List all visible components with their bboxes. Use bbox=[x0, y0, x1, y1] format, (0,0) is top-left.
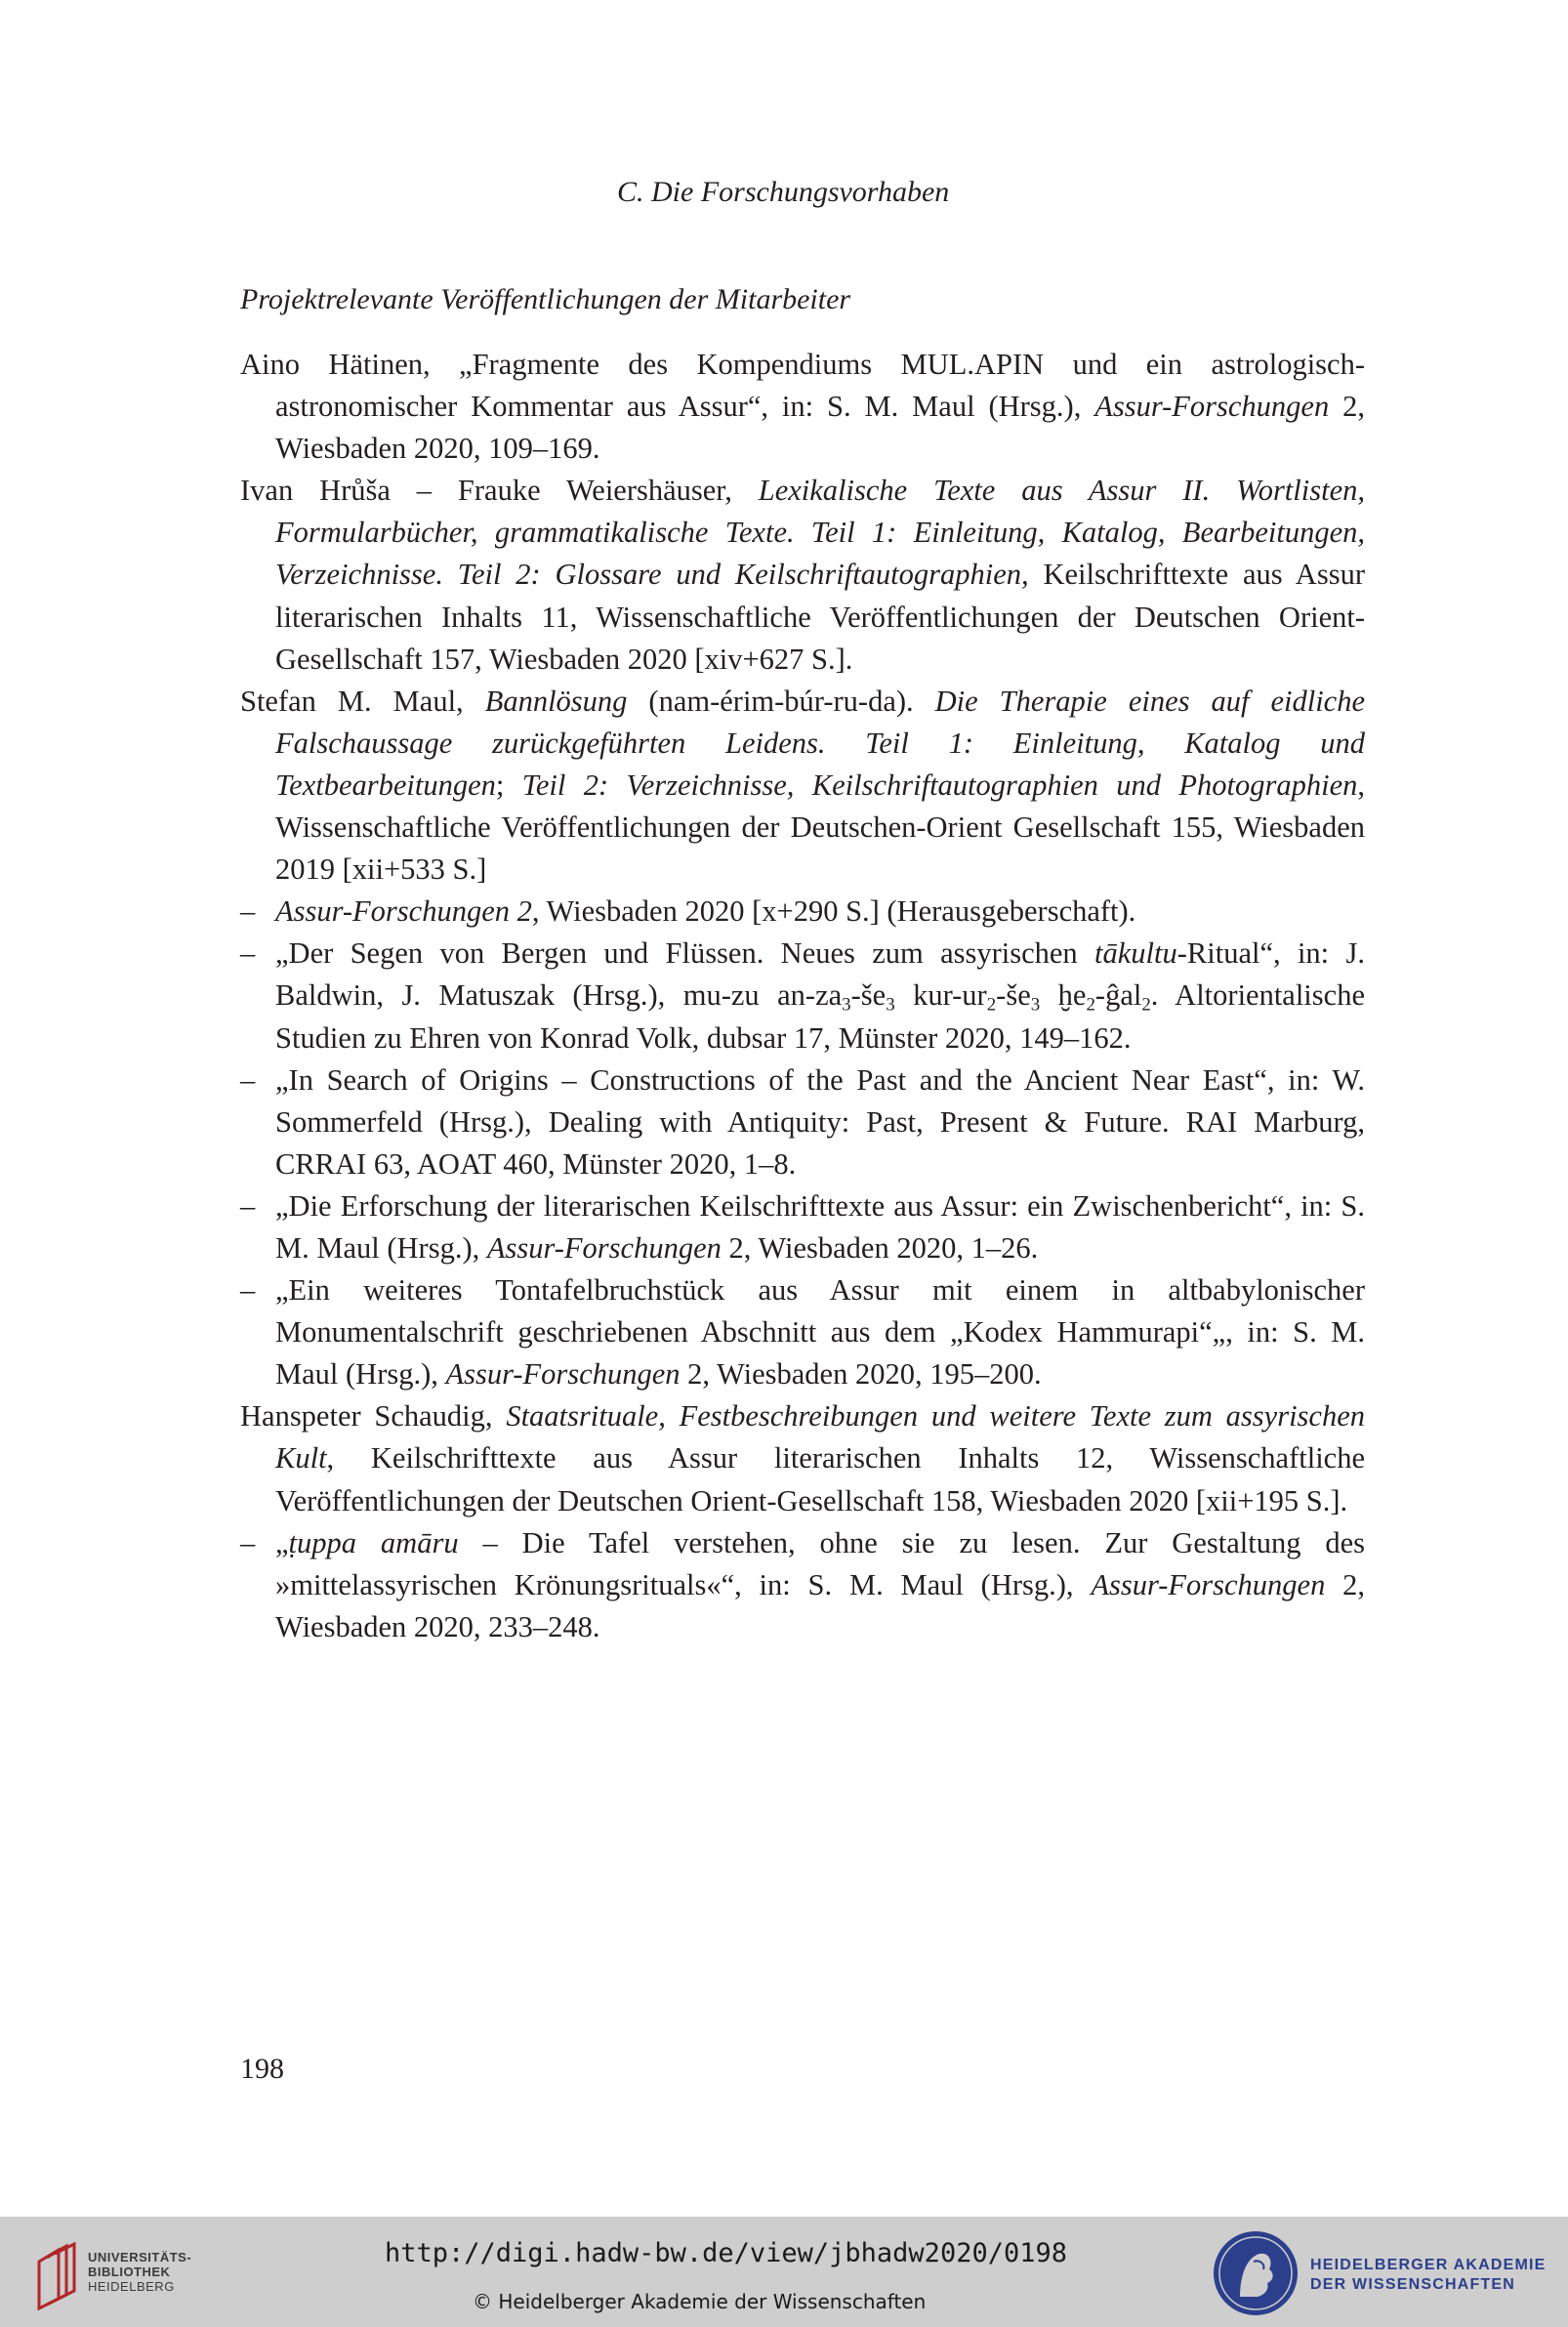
entry-dash: – bbox=[240, 1525, 256, 1559]
hadw-logo-line: DER WISSENSCHAFTEN bbox=[1310, 2276, 1516, 2293]
bibliography-entry: Hanspeter Schaudig, Staatsrituale, Festbeschreibungen und weitere Texte zum assyrischen Kult, Keilschrifttexte aus Assur literarischen Inhalts 12, Wissenschaftliche Veröffentlichungen der Deutschen Orient-Gesellschaft 158, Wiesbaden 2020 [xii+195 S.]. bbox=[240, 1399, 1365, 1517]
academy-seal-icon bbox=[1211, 2228, 1300, 2318]
entry-dash: – bbox=[240, 936, 256, 971]
running-head: C. Die Forschungsvorhaben bbox=[617, 176, 950, 208]
library-books-icon bbox=[33, 2242, 80, 2310]
hadw-logo-line: HEIDELBERGER AKADEMIE bbox=[1310, 2257, 1547, 2273]
ub-logo-line: BIBLIOTHEK bbox=[88, 2265, 171, 2279]
page-number: 198 bbox=[240, 2053, 284, 2085]
copyright-notice: © Heidelberger Akademie der Wissenschaften bbox=[473, 2290, 927, 2313]
bibliography-subentry: – „In Search of Origins – Constructions of the Past and the Ancient Near East“, in: W. Sommerfeld (Hrsg.), Dealing with Antiquity: Past, Present & Future. RAI Marburg, CRRAI 63, AOAT 460, Münster 2020, 1–8. bbox=[240, 1060, 1365, 1185]
bibliography-list bbox=[240, 344, 1365, 1648]
bibliography-entry: Ivan Hrůša – Frauke Weiershäuser, Lexikalische Texte aus Assur II. Wortlisten, Formularbücher, grammatikalische Texte. Teil 1: Einleitung, Katalog, Bearbeitungen, Verzeichnisse. Teil 2: Glossare und Keilschriftautographien, Keilschrifttexte aus Assur literarischen Inhalts 11, Wissenschaftliche Veröffentlichungen der Deutschen Orient-Gesellschaft 157, Wiesbaden 2020 [xiv+627 S.]. bbox=[240, 474, 1365, 676]
bibliography-subentry: – „Ein weiteres Tontafelbruchstück aus Assur mit einem in altbabylonischer Monumentalschrift geschriebenen Abschnitt aus dem „Kodex Hammurapi“„, in: S. M. Maul (Hrsg.), Assur-Forschungen 2, Wiesbaden 2020, 195–200. bbox=[240, 1269, 1365, 1395]
bibliography-subentry: – „Der Segen von Bergen und Flüssen. Neues zum assyrischen tākultu-Ritual“, in: J. Baldwin, J. Matuszak (Hrsg.), mu-zu $an-za_3-še_3$ kur-$ur_2-še_3$ ḫe$_2$-ĝal$_2$. Altorientalische Studien zu Ehren von Konrad Volk, dubsar 17, Münster 2020, 149–162. bbox=[240, 933, 1365, 1059]
section-heading: Projektrelevante Veröffentlichungen der Mitarbeiter bbox=[240, 283, 851, 315]
entry-dash: – bbox=[240, 1273, 256, 1308]
ub-logo-line: UNIVERSITÄTS- bbox=[88, 2250, 192, 2265]
bibliography-entry: Aino Hätinen, „Fragmente des Kompendiums MUL.APIN und ein astrologisch-astronomischer Kommentar aus Assur“, in: S. M. Maul (Hrsg.), Assur-Forschungen 2, Wiesbaden 2020, 109–169. bbox=[240, 348, 1365, 466]
bibliography-subentry: – „Die Erforschung der literarischen Keilschrifttexte aus Assur: ein Zwischenbericht“, in: S. M. Maul (Hrsg.), Assur-Forschungen 2, Wiesbaden 2020, 1–26. bbox=[240, 1185, 1365, 1269]
bibliography-subentry: – Assur-Forschungen 2, Wiesbaden 2020 [x+290 S.] (Herausgeberschaft). bbox=[240, 891, 1365, 933]
entry-dash: – bbox=[240, 1062, 256, 1097]
entry-dash: – bbox=[240, 1188, 256, 1223]
hadw-logo[interactable] bbox=[1211, 2226, 1547, 2320]
bibliography-subentry: – „ṭuppa amāru – Die Tafel verstehen, ohne sie zu lesen. Zur Gestaltung des »mittelassyrischen Krönungsrituals«“, in: S. M. Maul (Hrsg.), Assur-Forschungen 2, Wiesbaden 2020, 233–248. bbox=[240, 1522, 1365, 1648]
viewer-footer bbox=[0, 2217, 1568, 2327]
ub-logo-line: HEIDELBERG bbox=[88, 2279, 175, 2294]
ub-heidelberg-logo[interactable] bbox=[33, 2230, 209, 2318]
entry-dash: – bbox=[240, 894, 256, 929]
permalink-url[interactable]: http://digi.hadw-bw.de/view/jbhadw2020/0198 bbox=[385, 2238, 1067, 2268]
bibliography-entry: Stefan M. Maul, Bannlösung (nam-érim-búr-ru-da). Die Therapie eines auf eidliche Falschaussage zurückgeführten Leidens. Teil 1: Einleitung, Katalog und Textbearbeitungen; Teil 2: Verzeichnisse, Keilschriftautographien und Photographien, Wissenschaftliche Veröffentlichungen der Deutschen-Orient Gesellschaft 155, Wiesbaden 2019 [xii+533 S.] bbox=[240, 684, 1365, 887]
